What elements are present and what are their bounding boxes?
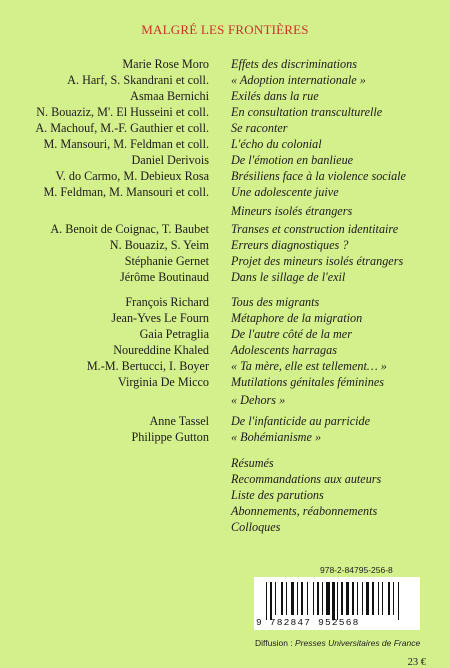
list-item	[0, 72, 450, 88]
article-title: En consultation transculturelle	[231, 105, 383, 119]
author-name: V. do Carmo, M. Debieux Rosa	[55, 169, 209, 183]
list-item: Liste des parutions	[231, 488, 324, 502]
section-migrants	[0, 294, 450, 390]
barcode-bar	[357, 582, 358, 615]
list-item: Abonnements, réabonnements	[231, 504, 378, 518]
barcode-bar	[372, 582, 374, 615]
article-title: « Adoption internationale »	[231, 73, 366, 87]
article-title: Effets des discriminations	[231, 57, 357, 71]
page-title: MALGRÉ LES FRONTIÈRES	[141, 22, 309, 37]
list-item	[0, 326, 450, 342]
list-item	[0, 136, 450, 152]
author-name: Gaia Petraglia	[139, 327, 209, 341]
author-name: Stéphanie Gernet	[124, 254, 209, 268]
barcode-bar	[307, 582, 308, 615]
author-name: Anne Tassel	[149, 414, 209, 428]
list-item	[0, 152, 450, 168]
section-mineurs	[0, 221, 450, 285]
list-item	[0, 88, 450, 104]
list-item	[0, 253, 450, 269]
barcode-bar	[281, 582, 283, 615]
list-item	[0, 221, 450, 237]
article-title: Projet des mineurs isolés étrangers	[231, 254, 404, 268]
isbn: 978-2-84795-256-8	[320, 565, 393, 575]
barcode-bar	[346, 582, 349, 615]
barcode-bar	[362, 582, 363, 615]
barcode-bar	[326, 582, 329, 615]
barcode-bar	[378, 582, 379, 615]
article-title: Mutilations génitales féminines	[231, 375, 385, 389]
list-item	[0, 56, 450, 72]
barcode-bar	[322, 582, 323, 615]
author-name: Jérôme Boutinaud	[119, 270, 209, 284]
author-name: Jean-Yves Le Fourn	[111, 311, 209, 325]
barcode-number: 9 782847 952568	[256, 617, 360, 628]
article-title: Se raconter	[231, 121, 288, 135]
author-name: N. Bouaziz, S. Yeim	[109, 238, 209, 252]
barcode-bar	[313, 582, 314, 615]
barcode-bar	[270, 582, 272, 620]
list-item	[0, 120, 450, 136]
article-title: Brésiliens face à la violence sociale	[231, 169, 406, 183]
list-item	[0, 358, 450, 374]
article-title: De l'autre côté de la mer	[231, 327, 352, 341]
barcode-bar	[337, 582, 338, 620]
list-item	[0, 184, 450, 200]
author-name: M. Mansouri, M. Feldman et coll.	[43, 137, 209, 151]
barcode-bar	[301, 582, 303, 615]
barcode-bar	[341, 582, 343, 615]
diffusion-label: Diffusion :	[255, 638, 293, 648]
article-title: Erreurs diagnostiques ?	[231, 238, 349, 252]
section-heading: Mineurs isolés étrangers	[231, 204, 353, 218]
article-title: Dans le sillage de l'exil	[231, 270, 346, 284]
list-item	[0, 237, 450, 253]
list-item	[0, 168, 450, 184]
author-name: Marie Rose Moro	[122, 57, 209, 71]
barcode-bar	[297, 582, 298, 615]
list-item	[0, 374, 450, 390]
list-item	[0, 104, 450, 120]
article-title: Adolescents harragas	[231, 343, 337, 357]
barcode-bar	[332, 582, 334, 620]
barcode-bar	[382, 582, 383, 615]
author-name: M.-M. Bertucci, I. Boyer	[86, 359, 209, 373]
author-name: Virginia De Micco	[117, 375, 209, 389]
list-item: Résumés	[231, 456, 274, 470]
author-name: M. Feldman, M. Mansouri et coll.	[43, 185, 209, 199]
article-title: Métaphore de la migration	[231, 311, 363, 325]
list-item	[0, 342, 450, 358]
author-name: Noureddine Khaled	[113, 343, 209, 357]
article-title: De l'infanticide au parricide	[231, 414, 371, 428]
barcode-bar	[275, 582, 276, 615]
article-title: L'écho du colonial	[231, 137, 322, 151]
diffusion-line	[255, 638, 420, 648]
author-name: Philippe Gutton	[131, 430, 209, 444]
barcode-bar	[286, 582, 287, 615]
author-name: N. Bouaziz, M'. El Husseini et coll.	[36, 105, 209, 119]
author-name: Daniel Derivois	[131, 153, 209, 167]
barcode-bar	[352, 582, 354, 615]
list-item	[0, 294, 450, 310]
barcode-bar	[388, 582, 390, 615]
author-name: Asmaa Bernichi	[130, 89, 209, 103]
list-item	[0, 413, 450, 429]
diffusion-publisher: Presses Universitaires de France	[295, 638, 421, 648]
list-item	[0, 269, 450, 285]
price: 23 €	[407, 657, 426, 668]
article-title: « Ta mère, elle est tellement… »	[231, 359, 387, 373]
barcode-bar	[266, 582, 267, 620]
article-title: Une adolescente juive	[231, 185, 339, 199]
article-title: Tous des migrants	[231, 295, 320, 309]
barcode-bar	[366, 582, 369, 615]
article-title: De l'émotion en banlieue	[231, 153, 354, 167]
list-item: Colloques	[231, 520, 281, 534]
barcode-bars	[266, 582, 412, 615]
barcode-bar	[398, 582, 399, 620]
list-item: Recommandations aux auteurs	[231, 472, 382, 486]
author-name: A. Machouf, M.-F. Gauthier et coll.	[35, 121, 209, 135]
author-name: A. Benoit de Coignac, T. Baubet	[50, 222, 209, 236]
barcode-bar	[317, 582, 319, 615]
back-matter-list	[231, 455, 381, 535]
barcode-bar	[393, 582, 394, 615]
section-articles	[0, 56, 450, 200]
section-dehors	[0, 413, 450, 445]
list-item	[0, 310, 450, 326]
list-item	[0, 429, 450, 445]
barcode	[254, 577, 420, 630]
article-title: Exilés dans la rue	[231, 89, 319, 103]
article-title: « Bohémianisme »	[231, 430, 322, 444]
author-name: François Richard	[125, 295, 209, 309]
section-heading: « Dehors »	[231, 393, 286, 407]
article-title: Transes et construction identitaire	[231, 222, 399, 236]
barcode-bar	[291, 582, 294, 615]
author-name: A. Harf, S. Skandrani et coll.	[67, 73, 209, 87]
